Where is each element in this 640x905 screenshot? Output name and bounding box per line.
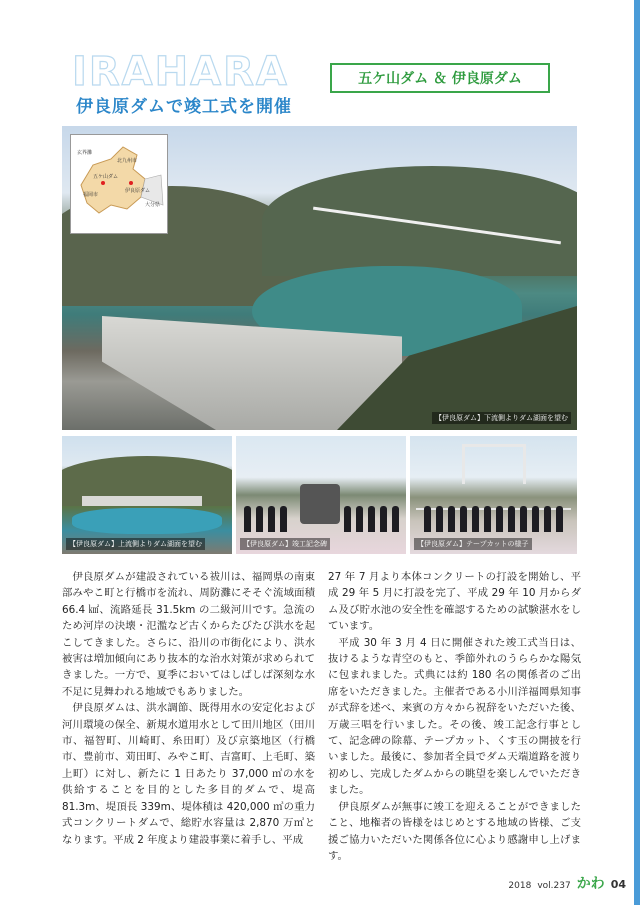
thumb2-caption: 【伊良原ダム】竣工記念碑 [240,538,330,550]
person [344,506,351,532]
thumbnail-monument [236,436,406,554]
paragraph: 27 年 7 月より本体コンクリートの打設を開始し、平成 29 年 5 月に打設を完了、平成 29 年 10 月からダム及び貯水池の安全性を確認するための試験湛水をしています。 [328,571,581,633]
monument [300,484,340,524]
map-label-city2: 福岡市 [83,192,99,198]
main-dam-photo [62,126,577,430]
person [380,506,387,532]
column-right [328,569,581,864]
map-label-city1: 北九州市 [117,158,138,164]
person [356,506,363,532]
person [256,506,263,532]
person [392,506,399,532]
person [508,506,515,532]
person [244,506,251,532]
person [532,506,539,532]
page-number: 04 [610,878,626,891]
thumb1-dam-crest [82,496,202,506]
dam1-marker [101,181,105,185]
dam2-marker [129,181,133,185]
column-left [62,569,315,848]
person [472,506,479,532]
person [520,506,527,532]
person [280,506,287,532]
paragraph: 平成 30 年 3 月 4 日に開催された竣工式当日は、抜けるような青空のもと、季節外れのうららかな陽気に包まれました。式典には約 180 名の関係者のご出席をいただきました。主催者である小川洋福岡県知事が式辞を述べ、来賓の方々から祝辞をいただいた後、万歳三唱を行いました。その後、竣工記念行事として、記念碑の除幕、テープカット、くす玉の開披を行いました。最後に、参加者全員でダム天端道路を渡り初めし、完成したダムからの眺望を楽しんでいただきました。 [328,636,581,797]
people-group [424,506,563,532]
people-group-left [244,506,287,532]
watermark-text: IRAHARA [72,49,289,95]
thumb3-caption: 【伊良原ダム】テープカットの様子 [414,538,532,550]
thumb1-lake [72,508,222,534]
ceremony-gate [462,444,526,484]
person [448,506,455,532]
paragraph: 伊良原ダムが建設されている祓川は、福岡県の南東部みやこ町と行橋市を流れ、周防灘にそそぐ流域面積 66.4 ㎢、流路延長 31.5km の二級河川です。急流のため河岸の決壊・氾濫など古くからたびたび洪水を起こしてきました。さらに、沿川の市街化により、洪水被害は増加傾向にあり抜本的な治水対策が求められてきました。一方で、夏季においてはしばしば深刻な水不足に見舞われる地域でもありました。 [62,571,315,698]
person [268,506,275,532]
footer-year: 2018 [508,881,532,891]
paragraph: 伊良原ダムは、洪水調節、既得用水の安定化および河川環境の保全、新規水道用水として田川地区（田川市、福智町、川崎町、糸田町）及び京築地区（行橋市、豊前市、苅田町、みやこ町、吉富町、上毛町、築上町）に対し、新たに 1 日あたり 37,000 ㎥の水を供給することを目的とした多目的ダムで、堤高 81.3m、堤頂長 339m、堤体積は 420,000 ㎥の重力式コンクリートダムで、総貯水容量は 2,870 万㎥となります。平成 2 年度より建設事業に着手し、平成 [62,702,315,846]
section-badge: 五ケ山ダム ＆ 伊良原ダム [330,63,550,93]
person [436,506,443,532]
location-map [70,134,168,234]
person [544,506,551,532]
thumbnail-upstream [62,436,232,554]
thumbnail-tape-cut [410,436,577,554]
page-title: 伊良原ダムで竣工式を開催 [76,97,292,117]
person [496,506,503,532]
main-photo-caption: 【伊良原ダム】下流側よりダム湖面を望む [432,412,571,424]
people-group-right [344,506,399,532]
person [460,506,467,532]
map-label-dam2: 伊良原ダム [125,188,151,194]
person [484,506,491,532]
page-footer [508,873,626,893]
map-label-pref: 大分県 [145,202,161,208]
person [424,506,431,532]
footer-volume: vol.237 [537,881,571,891]
person [556,506,563,532]
thumb1-caption: 【伊良原ダム】上流側よりダム湖面を望む [66,538,205,550]
edge-band [634,0,640,905]
map-label-dam1: 五ケ山ダム [93,174,119,180]
footer-brand: かわ [576,876,605,892]
person [368,506,375,532]
map-label-sea: 玄界灘 [77,150,93,156]
paragraph: 伊良原ダムが無事に竣工を迎えることができましたこと、地権者の皆様をはじめとする地域の皆様、ご支援ご協力いただいた関係各位に心より感謝申し上げます。 [328,800,581,862]
